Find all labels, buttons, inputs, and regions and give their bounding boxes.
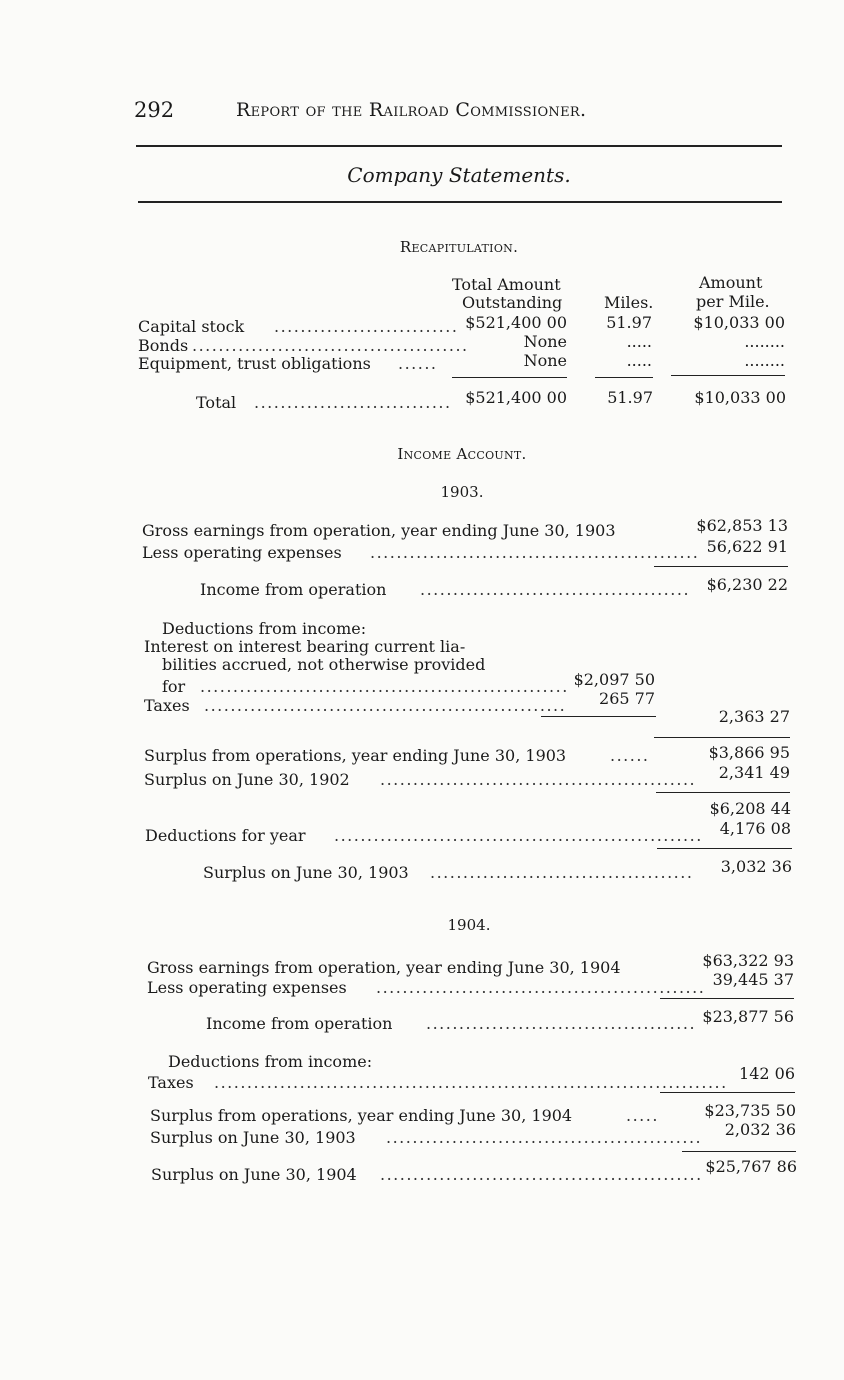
income-label: Income from operation [200,580,387,599]
leader-dots: ........................................ [430,863,694,882]
deductions-year-value: 4,176 08 [719,819,791,838]
top-rule [136,145,782,147]
col-per-mile-line1: Amount [699,273,763,292]
leader-dots: .......................................... [192,336,469,355]
recap-label: Bonds [138,336,189,355]
surplus-ops-label: Surplus from operations, year ending June 30, 1903 [144,746,567,765]
recap-per-mile: $10,033 00 [693,313,785,332]
rule [541,716,656,717]
surplus-end-label: Surplus on June 30, 1904 [151,1165,357,1184]
income-label: Income from operation [206,1014,393,1033]
leader-dots: ......................................... [426,1014,697,1033]
deductions-year-label: Deductions for year [145,826,306,845]
deductions-label: Deductions from income: [168,1052,373,1071]
page-number: 292 [134,98,175,122]
surplus-prev-value: 2,341 49 [718,763,790,782]
rule [656,792,790,793]
leader-dots: ..... [626,1106,659,1125]
income-heading: Income Account. [397,445,527,463]
taxes-label: Taxes [148,1073,194,1092]
interest-value: $2,097 50 [573,670,655,689]
leader-dots: ............................ [274,317,459,336]
surplus-ops-value: $3,866 95 [708,743,790,762]
taxes-value: 142 06 [739,1064,795,1083]
rule [682,1151,796,1152]
recap-miles: ..... [626,351,652,370]
surplus-end-value: 3,032 36 [720,857,792,876]
surplus-ops-value: $23,735 50 [704,1101,796,1120]
gross-label: Gross earnings from operation, year ending June 30, 1903 [142,521,616,540]
recap-heading: Recapitulation. [399,238,519,256]
recap-label: Capital stock [138,317,245,336]
col-total-line2: Outstanding [462,293,563,312]
leader-dots: ......................................... [420,580,691,599]
surplus-end-value: $25,767 86 [705,1157,797,1176]
opex-value: 56,622 91 [706,537,788,556]
surplus-end-label: Surplus on June 30, 1903 [203,863,409,882]
leader-dots: ................................................ [386,1128,703,1147]
rule [660,998,794,999]
surplus-ops-label: Surplus from operations, year ending June 30, 1904 [150,1106,573,1125]
total-miles: 51.97 [607,388,653,407]
leader-dots: ................................................. [380,1165,703,1184]
leader-dots: .................................................. [370,543,700,562]
recap-label: Equipment, trust obligations [138,354,371,373]
deductions-total: 2,363 27 [718,707,790,726]
leader-dots: ................................................ [380,770,697,789]
total-rule [452,377,567,378]
year-1903: 1903. [440,483,484,501]
leader-dots: .................................................. [376,978,706,997]
recap-total: None [523,351,567,370]
rule [654,566,788,567]
total-per-mile: $10,033 00 [694,388,786,407]
recap-total: $521,400 00 [465,313,567,332]
total-label: Total [196,393,237,412]
recap-miles: 51.97 [606,313,652,332]
interest-line: Interest on interest bearing current lia- [144,637,466,656]
year-1904: 1904. [447,916,491,934]
leader-dots: ........................................................ [334,826,703,845]
recap-miles: ..... [626,332,652,351]
recap-total: None [523,332,567,351]
leader-dots: ...... [610,746,650,765]
rule [654,737,790,738]
leader-dots: .............................................................................. [214,1073,728,1092]
rule [657,848,792,849]
taxes-value: 265 77 [599,689,655,708]
surplus-prev-value: 2,032 36 [724,1120,796,1139]
opex-label: Less operating expenses [142,543,342,562]
recap-per-mile: ........ [744,332,785,351]
col-total-line1: Total Amount [452,275,561,294]
opex-label: Less operating expenses [147,978,347,997]
recap-per-mile: ........ [744,351,785,370]
surplus-prev-label: Surplus on June 30, 1903 [150,1128,356,1147]
col-per-mile-line2: per Mile. [696,292,770,311]
taxes-label: Taxes [144,696,190,715]
rule [660,1092,795,1093]
total-amount: $521,400 00 [465,388,567,407]
running-title: Report of the Railroad Commissioner. [236,99,587,121]
leader-dots: ........................................................ [200,677,569,696]
leader-dots: .............................. [254,393,452,412]
leader-dots: ....................................................... [204,696,567,715]
per-mile-rule [671,375,785,376]
gross-label: Gross earnings from operation, year ending June 30, 1904 [147,958,621,977]
gross-value: $62,853 13 [696,516,788,535]
deductions-label: Deductions from income: [162,619,367,638]
section-title: Company Statements. [347,163,571,187]
leader-dots: ...... [398,354,438,373]
income-value: $23,877 56 [702,1007,794,1026]
section-rule [138,201,782,203]
opex-value: 39,445 37 [712,970,794,989]
subtotal-value: $6,208 44 [709,799,791,818]
income-value: $6,230 22 [706,575,788,594]
interest-line: for [162,677,186,696]
surplus-prev-label: Surplus on June 30, 1902 [144,770,350,789]
miles-rule [595,377,653,378]
gross-value: $63,322 93 [702,951,794,970]
col-miles: Miles. [604,293,654,312]
interest-line: bilities accrued, not otherwise provided [162,655,486,674]
